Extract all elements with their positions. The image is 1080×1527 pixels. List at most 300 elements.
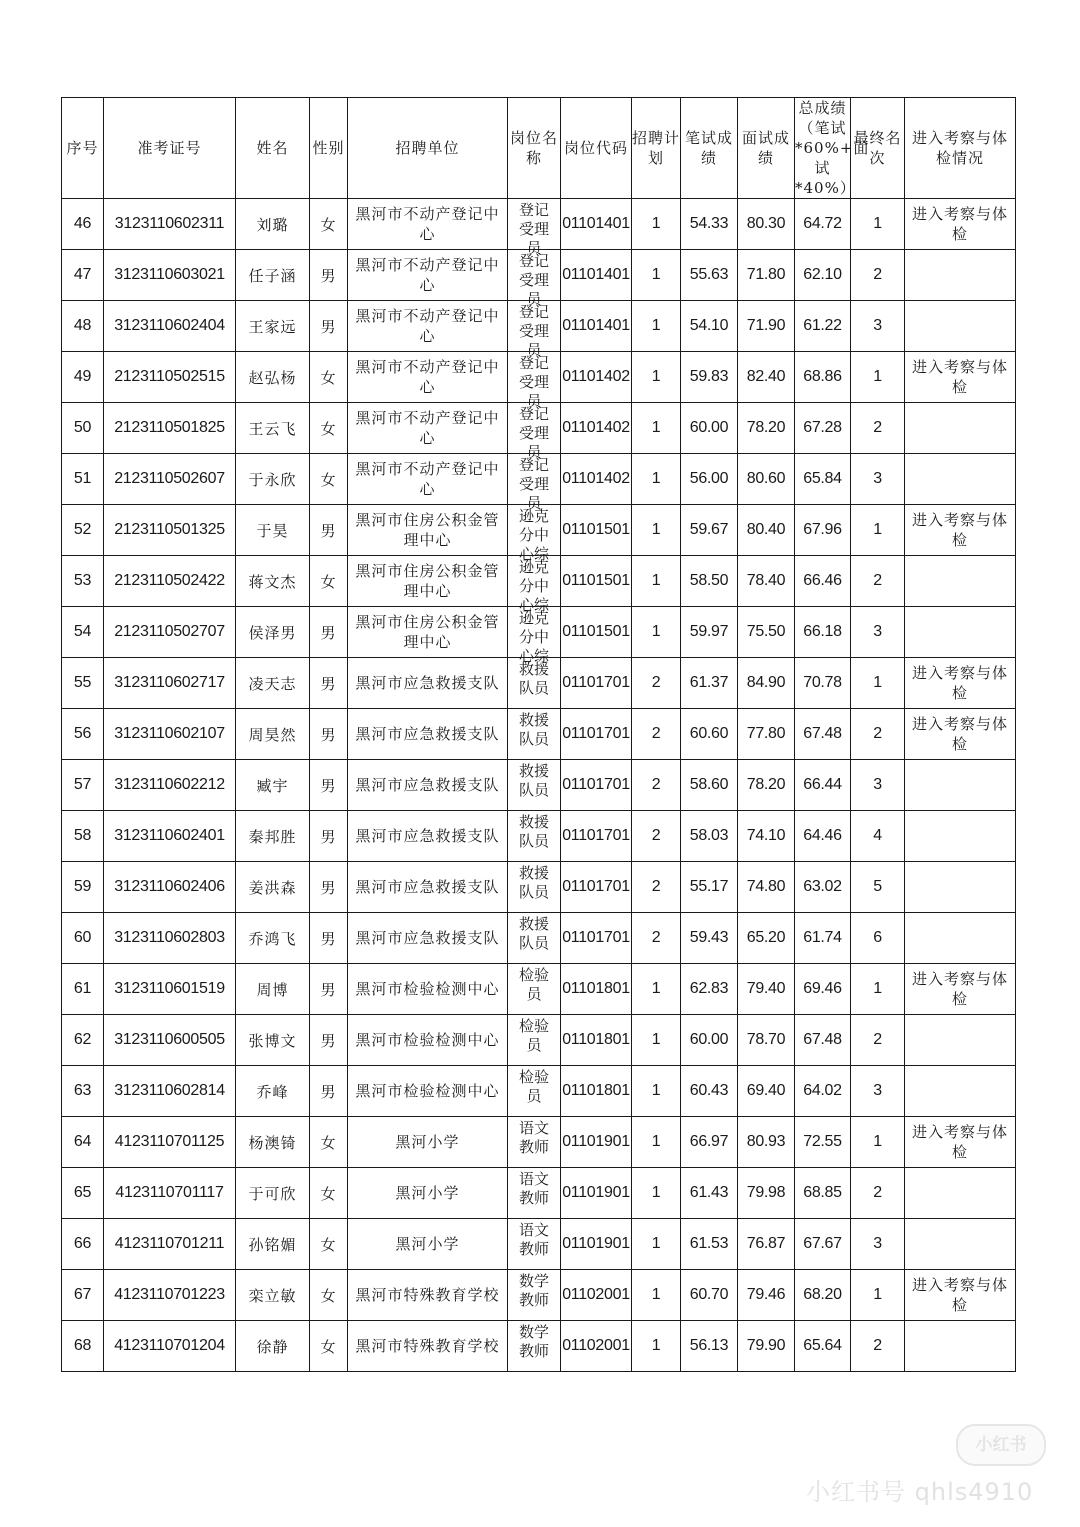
cell-rank: 2 xyxy=(851,709,905,760)
cell-name: 王云飞 xyxy=(236,403,310,454)
table-row xyxy=(62,199,1016,250)
cell-unit: 黑河市不动产登记中心 xyxy=(348,301,508,352)
cell-written: 56.13 xyxy=(681,1321,738,1372)
cell-written: 61.53 xyxy=(681,1219,738,1270)
cell-name: 姜洪森 xyxy=(236,862,310,913)
cell-name: 臧宇 xyxy=(236,760,310,811)
cell-rank: 1 xyxy=(851,199,905,250)
header-exam-id: 准考证号 xyxy=(104,98,236,199)
cell-exam-id: 3123110603021 xyxy=(104,250,236,301)
cell-unit: 黑河市住房公积金管理中心 xyxy=(348,556,508,607)
cell-gender: 男 xyxy=(310,709,348,760)
table-row xyxy=(62,1219,1016,1270)
cell-total: 66.46 xyxy=(795,556,851,607)
header-unit: 招聘单位 xyxy=(348,98,508,199)
position-text: 救援队员 xyxy=(518,660,549,697)
cell-written: 56.00 xyxy=(681,454,738,505)
cell-interview: 78.20 xyxy=(738,760,795,811)
cell-seq: 57 xyxy=(62,760,104,811)
cell-exam-id: 3123110602107 xyxy=(104,709,236,760)
cell-status xyxy=(905,1015,1016,1066)
position-text: 逊克分中心综 xyxy=(518,609,549,665)
cell-interview: 80.30 xyxy=(738,199,795,250)
cell-gender: 女 xyxy=(310,556,348,607)
cell-status xyxy=(905,403,1016,454)
cell-name: 刘璐 xyxy=(236,199,310,250)
cell-interview: 79.40 xyxy=(738,964,795,1015)
cell-gender: 男 xyxy=(310,301,348,352)
position-text: 救援队员 xyxy=(518,915,549,952)
cell-rank: 1 xyxy=(851,1270,905,1321)
cell-code: 01101901 xyxy=(561,1117,632,1168)
cell-plan: 1 xyxy=(632,1321,681,1372)
cell-rank: 2 xyxy=(851,250,905,301)
cell-seq: 59 xyxy=(62,862,104,913)
position-text: 逊克分中心综 xyxy=(518,558,549,614)
position-text: 语文教师 xyxy=(518,1170,549,1207)
cell-rank: 1 xyxy=(851,352,905,403)
header-total: 总成绩（笔试*60%+面试*40%） xyxy=(795,99,870,197)
cell-gender: 男 xyxy=(310,1015,348,1066)
cell-written: 62.83 xyxy=(681,964,738,1015)
cell-plan: 1 xyxy=(632,1219,681,1270)
cell-rank: 2 xyxy=(851,1321,905,1372)
cell-position xyxy=(508,403,561,461)
cell-code: 01101801 xyxy=(561,964,632,1015)
cell-name: 乔鸿飞 xyxy=(236,913,310,964)
cell-plan: 1 xyxy=(632,1117,681,1168)
cell-exam-id: 3123110602803 xyxy=(104,913,236,964)
position-text: 救援队员 xyxy=(518,864,549,901)
cell-gender: 女 xyxy=(310,352,348,403)
cell-rank: 5 xyxy=(851,862,905,913)
cell-name: 侯泽男 xyxy=(236,607,310,658)
cell-position xyxy=(508,1321,561,1372)
cell-name: 王家远 xyxy=(236,301,310,352)
cell-status xyxy=(905,301,1016,352)
table-row xyxy=(62,352,1016,403)
cell-seq: 46 xyxy=(62,199,104,250)
cell-plan: 1 xyxy=(632,1066,681,1117)
cell-unit: 黑河市不动产登记中心 xyxy=(348,250,508,301)
cell-gender: 男 xyxy=(310,760,348,811)
cell-interview: 69.40 xyxy=(738,1066,795,1117)
cell-interview: 75.50 xyxy=(738,607,795,658)
table-row xyxy=(62,1270,1016,1321)
cell-rank: 6 xyxy=(851,913,905,964)
cell-interview: 74.10 xyxy=(738,811,795,862)
cell-plan: 2 xyxy=(632,862,681,913)
cell-seq: 68 xyxy=(62,1321,104,1372)
cell-position xyxy=(508,199,561,257)
cell-exam-id: 3123110602814 xyxy=(104,1066,236,1117)
cell-status xyxy=(905,556,1016,607)
cell-total: 63.02 xyxy=(795,862,851,913)
cell-seq: 64 xyxy=(62,1117,104,1168)
cell-unit: 黑河小学 xyxy=(348,1219,508,1270)
cell-name: 秦邦胜 xyxy=(236,811,310,862)
cell-status xyxy=(905,250,1016,301)
cell-seq: 54 xyxy=(62,607,104,658)
table-row xyxy=(62,505,1016,556)
cell-written: 58.60 xyxy=(681,760,738,811)
position-text: 逊克分中心综 xyxy=(518,507,549,563)
cell-rank: 3 xyxy=(851,301,905,352)
cell-status: 进入考察与体检 xyxy=(905,964,1016,1015)
cell-plan: 2 xyxy=(632,709,681,760)
cell-exam-id: 4123110701117 xyxy=(104,1168,236,1219)
cell-total: 65.84 xyxy=(795,454,851,505)
cell-total: 66.44 xyxy=(795,760,851,811)
table-row xyxy=(62,556,1016,607)
cell-plan: 1 xyxy=(632,199,681,250)
cell-written: 54.33 xyxy=(681,199,738,250)
cell-position xyxy=(508,1168,561,1219)
header-position: 岗位名称 xyxy=(508,98,561,199)
cell-plan: 1 xyxy=(632,607,681,658)
cell-seq: 47 xyxy=(62,250,104,301)
cell-gender: 女 xyxy=(310,1168,348,1219)
cell-unit: 黑河市检验检测中心 xyxy=(348,964,508,1015)
cell-total: 62.10 xyxy=(795,250,851,301)
cell-unit: 黑河市应急救援支队 xyxy=(348,709,508,760)
cell-total: 72.55 xyxy=(795,1117,851,1168)
cell-written: 61.43 xyxy=(681,1168,738,1219)
cell-gender: 女 xyxy=(310,1219,348,1270)
cell-unit: 黑河市不动产登记中心 xyxy=(348,352,508,403)
cell-interview: 80.60 xyxy=(738,454,795,505)
cell-plan: 1 xyxy=(632,964,681,1015)
cell-plan: 1 xyxy=(632,301,681,352)
cell-unit: 黑河市特殊教育学校 xyxy=(348,1270,508,1321)
table-row xyxy=(62,1321,1016,1372)
cell-unit: 黑河市不动产登记中心 xyxy=(348,454,508,505)
cell-total: 70.78 xyxy=(795,658,851,709)
cell-code: 01101901 xyxy=(561,1219,632,1270)
cell-total: 67.48 xyxy=(795,1015,851,1066)
position-text: 数学教师 xyxy=(518,1272,549,1309)
cell-rank: 3 xyxy=(851,454,905,505)
cell-seq: 61 xyxy=(62,964,104,1015)
cell-total: 64.72 xyxy=(795,199,851,250)
cell-total: 61.22 xyxy=(795,301,851,352)
cell-written: 60.00 xyxy=(681,403,738,454)
position-text: 救援队员 xyxy=(518,813,549,850)
cell-code: 01101701 xyxy=(561,709,632,760)
position-text: 救援队员 xyxy=(518,711,549,748)
cell-unit: 黑河市应急救援支队 xyxy=(348,862,508,913)
cell-position xyxy=(508,658,561,709)
xiaohongshu-logo: 小红书 xyxy=(956,1424,1046,1466)
table-row xyxy=(62,1015,1016,1066)
cell-written: 60.43 xyxy=(681,1066,738,1117)
cell-name: 栾立敏 xyxy=(236,1270,310,1321)
cell-total: 67.28 xyxy=(795,403,851,454)
cell-gender: 男 xyxy=(310,964,348,1015)
cell-position xyxy=(508,862,561,913)
cell-exam-id: 3123110602717 xyxy=(104,658,236,709)
cell-total: 69.46 xyxy=(795,964,851,1015)
cell-gender: 男 xyxy=(310,913,348,964)
cell-rank: 2 xyxy=(851,403,905,454)
table-row xyxy=(62,1117,1016,1168)
cell-status xyxy=(905,1168,1016,1219)
cell-code: 01101701 xyxy=(561,913,632,964)
cell-written: 55.63 xyxy=(681,250,738,301)
cell-total: 64.46 xyxy=(795,811,851,862)
cell-unit: 黑河市住房公积金管理中心 xyxy=(348,505,508,556)
cell-unit: 黑河市不动产登记中心 xyxy=(348,403,508,454)
cell-rank: 1 xyxy=(851,658,905,709)
cell-plan: 1 xyxy=(632,1015,681,1066)
cell-rank: 3 xyxy=(851,760,905,811)
cell-exam-id: 2123110502515 xyxy=(104,352,236,403)
cell-code: 01101701 xyxy=(561,658,632,709)
cell-name: 乔峰 xyxy=(236,1066,310,1117)
cell-written: 66.97 xyxy=(681,1117,738,1168)
cell-total: 65.64 xyxy=(795,1321,851,1372)
cell-status xyxy=(905,607,1016,658)
cell-written: 59.43 xyxy=(681,913,738,964)
position-text: 检验员 xyxy=(518,1068,549,1105)
position-text: 救援队员 xyxy=(518,762,549,799)
cell-unit: 黑河市检验检测中心 xyxy=(348,1066,508,1117)
cell-seq: 55 xyxy=(62,658,104,709)
cell-unit: 黑河市应急救援支队 xyxy=(348,760,508,811)
table-row xyxy=(62,862,1016,913)
cell-code: 01102001 xyxy=(561,1270,632,1321)
position-text: 登记受理员 xyxy=(518,303,549,359)
cell-code: 01101402 xyxy=(561,352,632,403)
position-text: 登记受理员 xyxy=(518,201,549,257)
cell-code: 01101401 xyxy=(561,301,632,352)
cell-code: 01101401 xyxy=(561,199,632,250)
table-body xyxy=(62,199,1016,1372)
cell-seq: 56 xyxy=(62,709,104,760)
cell-plan: 1 xyxy=(632,250,681,301)
cell-rank: 3 xyxy=(851,607,905,658)
table-row xyxy=(62,760,1016,811)
cell-position xyxy=(508,964,561,1015)
cell-exam-id: 3123110600505 xyxy=(104,1015,236,1066)
cell-rank: 1 xyxy=(851,505,905,556)
cell-unit: 黑河小学 xyxy=(348,1117,508,1168)
cell-interview: 71.80 xyxy=(738,250,795,301)
cell-seq: 49 xyxy=(62,352,104,403)
cell-position xyxy=(508,505,561,563)
cell-exam-id: 3123110602212 xyxy=(104,760,236,811)
cell-exam-id: 4123110701223 xyxy=(104,1270,236,1321)
cell-name: 于可欣 xyxy=(236,1168,310,1219)
cell-exam-id: 4123110701211 xyxy=(104,1219,236,1270)
cell-plan: 1 xyxy=(632,352,681,403)
cell-interview: 78.20 xyxy=(738,403,795,454)
cell-name: 蒋文杰 xyxy=(236,556,310,607)
cell-written: 60.00 xyxy=(681,1015,738,1066)
cell-interview: 80.40 xyxy=(738,505,795,556)
cell-status: 进入考察与体检 xyxy=(905,1270,1016,1321)
cell-seq: 52 xyxy=(62,505,104,556)
cell-status xyxy=(905,862,1016,913)
cell-total: 67.48 xyxy=(795,709,851,760)
cell-code: 01101701 xyxy=(561,811,632,862)
table-row xyxy=(62,913,1016,964)
cell-unit: 黑河市应急救援支队 xyxy=(348,913,508,964)
cell-written: 59.67 xyxy=(681,505,738,556)
header-interview: 面试成绩 xyxy=(738,98,795,199)
cell-exam-id: 3123110601519 xyxy=(104,964,236,1015)
cell-seq: 53 xyxy=(62,556,104,607)
cell-gender: 男 xyxy=(310,1066,348,1117)
cell-code: 01101801 xyxy=(561,1066,632,1117)
cell-gender: 女 xyxy=(310,199,348,250)
cell-interview: 71.90 xyxy=(738,301,795,352)
cell-interview: 77.80 xyxy=(738,709,795,760)
cell-status: 进入考察与体检 xyxy=(905,505,1016,556)
cell-rank: 1 xyxy=(851,964,905,1015)
cell-name: 徐静 xyxy=(236,1321,310,1372)
cell-rank: 2 xyxy=(851,1015,905,1066)
cell-interview: 79.90 xyxy=(738,1321,795,1372)
cell-exam-id: 2123110501825 xyxy=(104,403,236,454)
cell-name: 孙铭媚 xyxy=(236,1219,310,1270)
cell-gender: 男 xyxy=(310,862,348,913)
header-row xyxy=(62,98,1016,199)
cell-seq: 58 xyxy=(62,811,104,862)
cell-rank: 2 xyxy=(851,556,905,607)
cell-seq: 60 xyxy=(62,913,104,964)
cell-position xyxy=(508,709,561,760)
cell-position xyxy=(508,1219,561,1270)
cell-interview: 78.40 xyxy=(738,556,795,607)
cell-name: 张博文 xyxy=(236,1015,310,1066)
cell-interview: 76.87 xyxy=(738,1219,795,1270)
header-code: 岗位代码 xyxy=(561,98,632,199)
cell-unit: 黑河市应急救援支队 xyxy=(348,811,508,862)
cell-status xyxy=(905,1219,1016,1270)
table-row xyxy=(62,403,1016,454)
cell-total: 61.74 xyxy=(795,913,851,964)
cell-status xyxy=(905,454,1016,505)
cell-exam-id: 4123110701204 xyxy=(104,1321,236,1372)
table-row xyxy=(62,250,1016,301)
cell-position xyxy=(508,607,561,665)
cell-plan: 1 xyxy=(632,1168,681,1219)
cell-plan: 1 xyxy=(632,1270,681,1321)
cell-position xyxy=(508,1066,561,1117)
cell-rank: 4 xyxy=(851,811,905,862)
cell-total: 66.18 xyxy=(795,607,851,658)
position-text: 登记受理员 xyxy=(518,405,549,461)
table-row xyxy=(62,709,1016,760)
cell-unit: 黑河市特殊教育学校 xyxy=(348,1321,508,1372)
cell-plan: 2 xyxy=(632,658,681,709)
cell-rank: 2 xyxy=(851,1168,905,1219)
cell-plan: 1 xyxy=(632,454,681,505)
cell-code: 01101701 xyxy=(561,862,632,913)
cell-position xyxy=(508,556,561,614)
cell-gender: 女 xyxy=(310,454,348,505)
cell-status xyxy=(905,1321,1016,1372)
cell-name: 任子涵 xyxy=(236,250,310,301)
cell-seq: 50 xyxy=(62,403,104,454)
header-status: 进入考察与体检情况 xyxy=(905,98,1016,199)
cell-code: 01101402 xyxy=(561,454,632,505)
cell-rank: 3 xyxy=(851,1066,905,1117)
cell-unit: 黑河市检验检测中心 xyxy=(348,1015,508,1066)
cell-exam-id: 3123110602406 xyxy=(104,862,236,913)
watermark-text: 小红书号 qhls4910 xyxy=(806,1478,1034,1506)
cell-seq: 51 xyxy=(62,454,104,505)
cell-total: 68.20 xyxy=(795,1270,851,1321)
cell-name: 凌天志 xyxy=(236,658,310,709)
header-plan: 招聘计划 xyxy=(632,98,681,199)
cell-code: 01101501 xyxy=(561,505,632,556)
cell-exam-id: 3123110602404 xyxy=(104,301,236,352)
cell-written: 60.70 xyxy=(681,1270,738,1321)
cell-written: 60.60 xyxy=(681,709,738,760)
cell-gender: 女 xyxy=(310,1321,348,1372)
cell-unit: 黑河小学 xyxy=(348,1168,508,1219)
cell-written: 58.03 xyxy=(681,811,738,862)
cell-gender: 男 xyxy=(310,505,348,556)
cell-code: 01101701 xyxy=(561,760,632,811)
cell-interview: 78.70 xyxy=(738,1015,795,1066)
cell-code: 01101401 xyxy=(561,250,632,301)
position-text: 登记受理员 xyxy=(518,354,549,410)
cell-interview: 65.20 xyxy=(738,913,795,964)
cell-position xyxy=(508,1117,561,1168)
cell-exam-id: 2123110502707 xyxy=(104,607,236,658)
cell-name: 杨澳锜 xyxy=(236,1117,310,1168)
cell-name: 于昊 xyxy=(236,505,310,556)
cell-code: 01101801 xyxy=(561,1015,632,1066)
results-table xyxy=(61,97,1016,1372)
cell-total: 67.96 xyxy=(795,505,851,556)
cell-position xyxy=(508,301,561,359)
cell-code: 01101501 xyxy=(561,607,632,658)
cell-seq: 63 xyxy=(62,1066,104,1117)
cell-name: 于永欣 xyxy=(236,454,310,505)
table-row xyxy=(62,607,1016,658)
table-row xyxy=(62,811,1016,862)
cell-position xyxy=(508,454,561,512)
cell-unit: 黑河市不动产登记中心 xyxy=(348,199,508,250)
header-name: 姓名 xyxy=(236,98,310,199)
cell-plan: 2 xyxy=(632,811,681,862)
position-text: 登记受理员 xyxy=(518,456,549,512)
position-text: 语文教师 xyxy=(518,1221,549,1258)
cell-interview: 82.40 xyxy=(738,352,795,403)
cell-position xyxy=(508,250,561,308)
position-text: 登记受理员 xyxy=(518,252,549,308)
cell-exam-id: 2123110502607 xyxy=(104,454,236,505)
cell-written: 59.97 xyxy=(681,607,738,658)
table-row xyxy=(62,1066,1016,1117)
cell-position xyxy=(508,760,561,811)
cell-gender: 女 xyxy=(310,1117,348,1168)
cell-written: 59.83 xyxy=(681,352,738,403)
cell-code: 01101501 xyxy=(561,556,632,607)
cell-status: 进入考察与体检 xyxy=(905,709,1016,760)
cell-exam-id: 3123110602311 xyxy=(104,199,236,250)
cell-gender: 女 xyxy=(310,403,348,454)
cell-exam-id: 2123110501325 xyxy=(104,505,236,556)
cell-gender: 男 xyxy=(310,250,348,301)
cell-gender: 男 xyxy=(310,811,348,862)
position-text: 检验员 xyxy=(518,1017,549,1054)
cell-interview: 79.98 xyxy=(738,1168,795,1219)
